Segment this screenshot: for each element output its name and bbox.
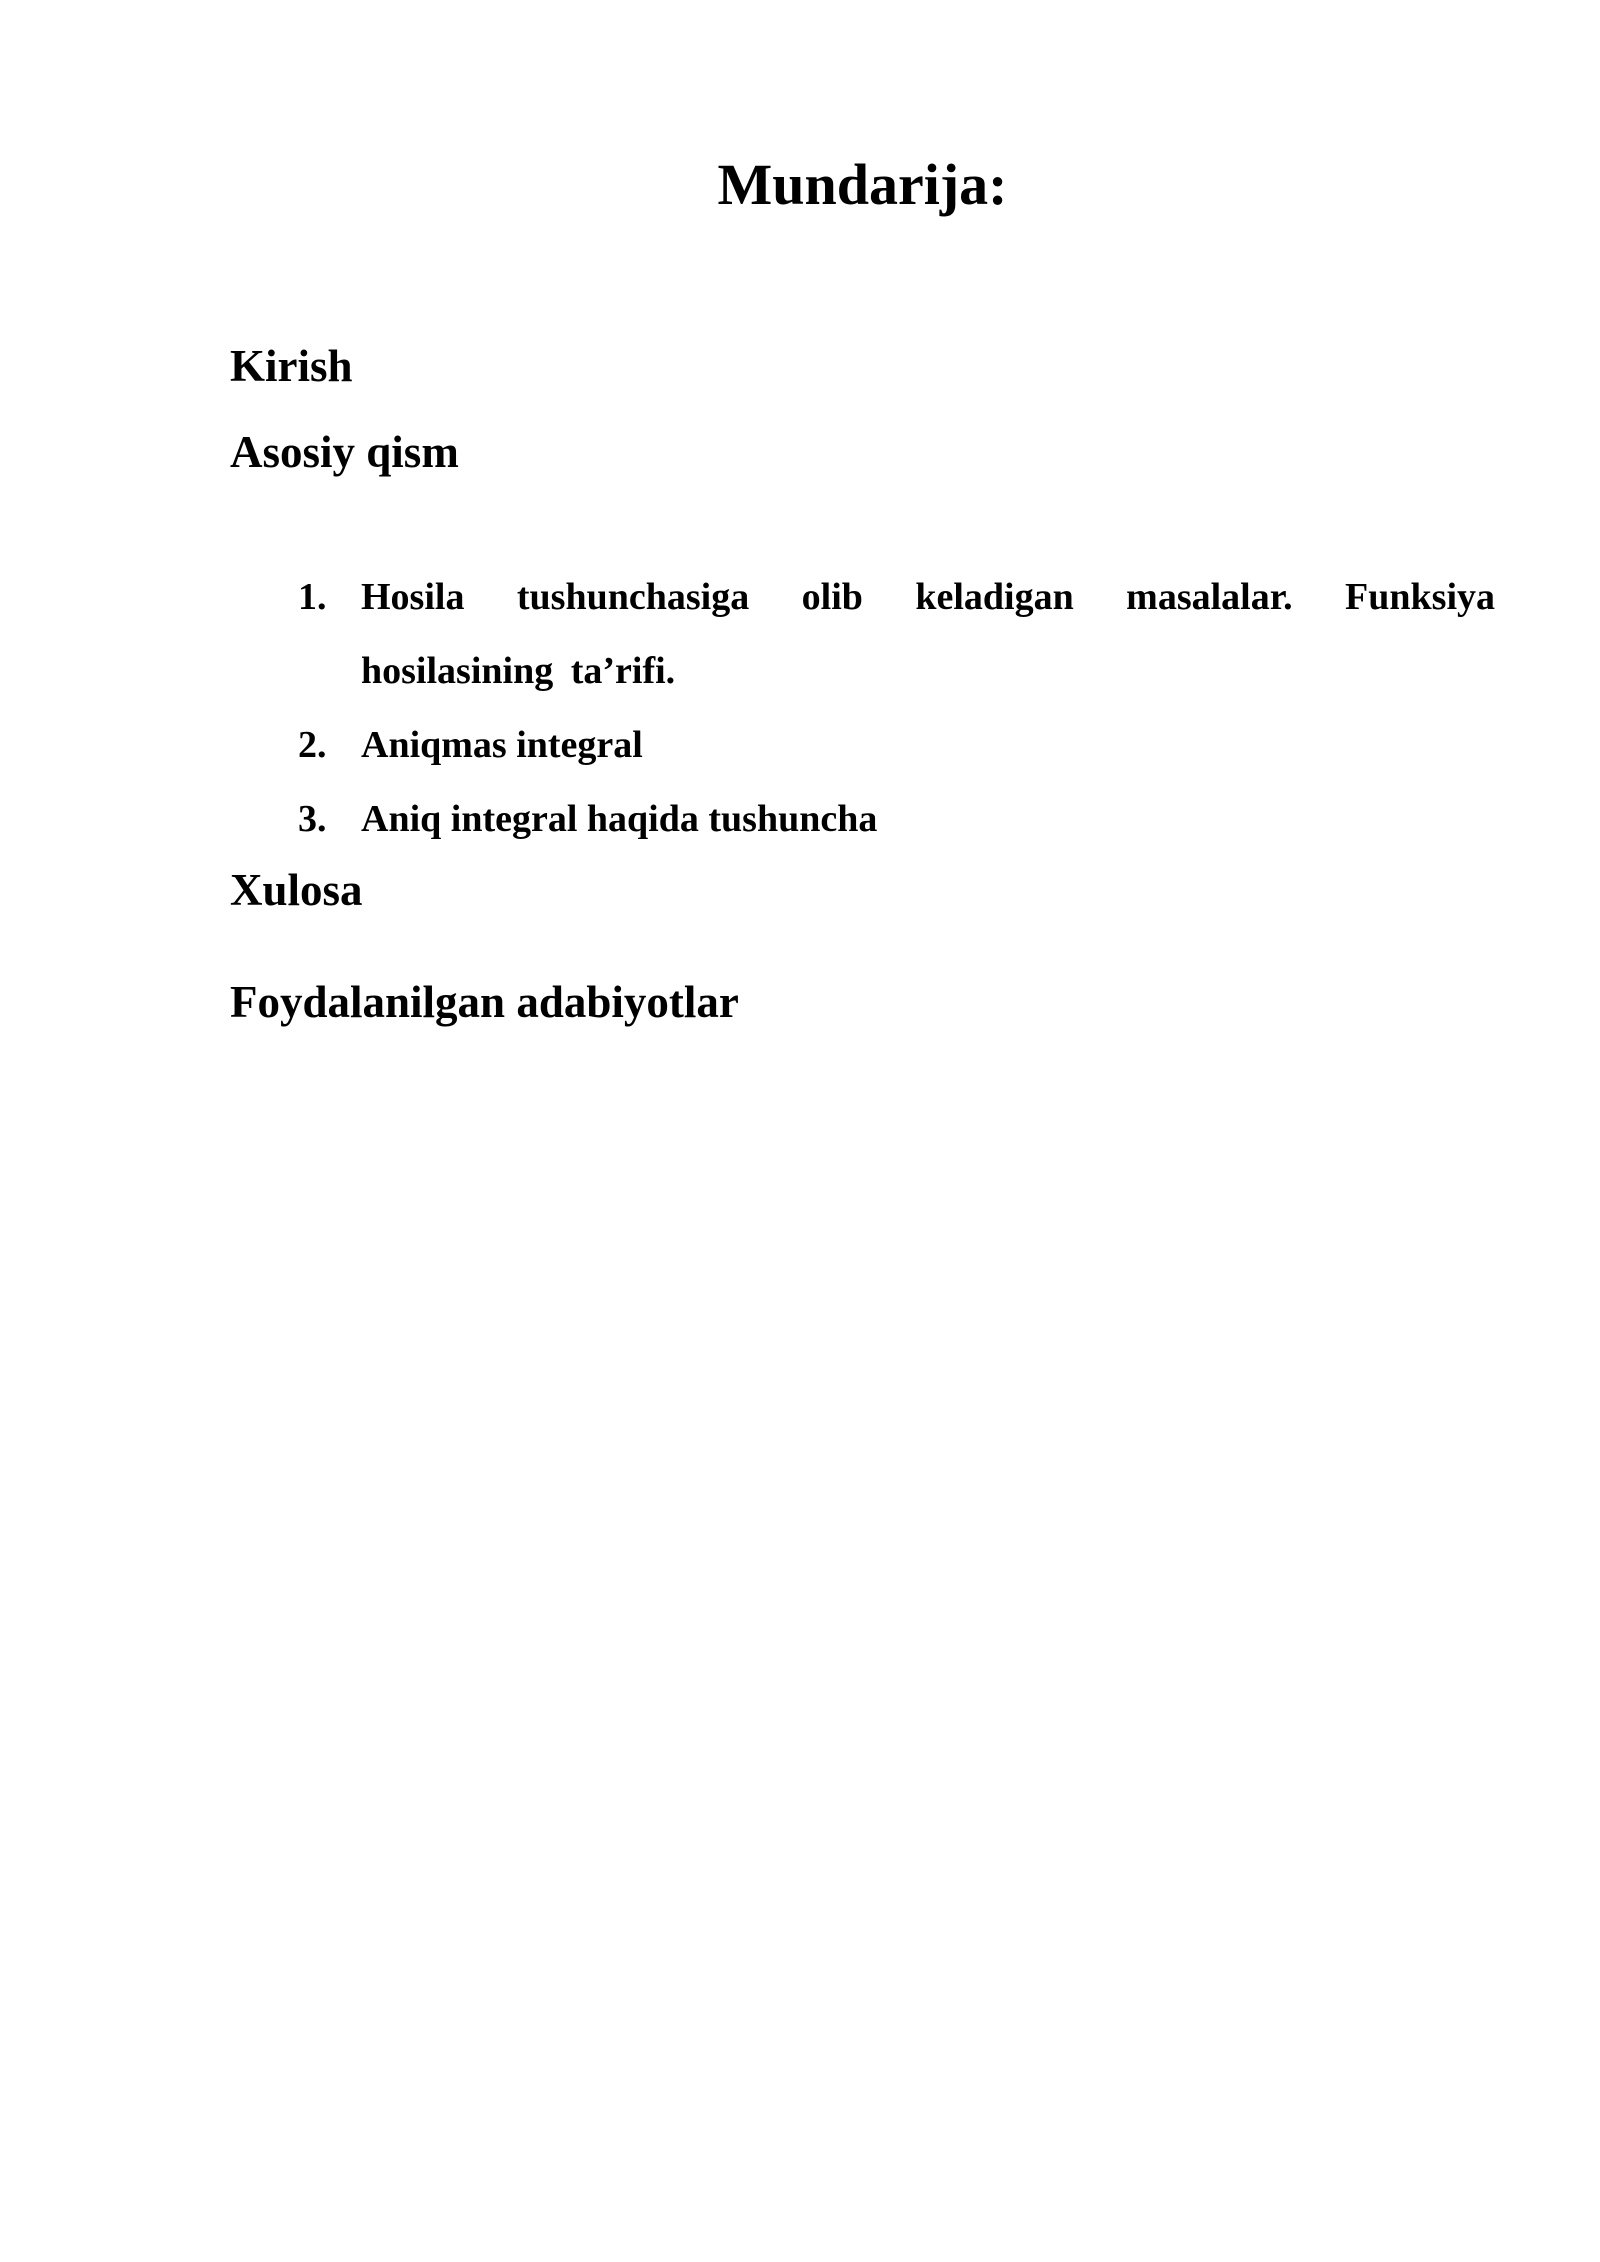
toc-item-text: Hosila tushunchasiga olib keladigan masalalar. Funksiya hosilasining ta’rifi. <box>361 576 1495 692</box>
page-title: Mundarija: <box>717 152 1008 217</box>
toc-section-intro: Kirish <box>230 341 353 391</box>
toc-list-item <box>0 782 1600 856</box>
toc-section-conclusion: Xulosa <box>230 865 363 915</box>
toc-list-item <box>0 708 1600 782</box>
toc-main-list <box>0 560 1600 856</box>
toc-section-references: Foydalanilgan adabiyotlar <box>230 977 739 1027</box>
toc-item-number: 1. <box>298 576 327 618</box>
toc-item-text: Aniq integral haqida tushuncha <box>361 798 878 840</box>
toc-item-number: 3. <box>298 798 327 840</box>
toc-item-text: Aniqmas integral <box>361 724 643 766</box>
toc-list-item <box>0 560 1600 708</box>
toc-section-main: Asosiy qism <box>230 427 459 477</box>
toc-item-number: 2. <box>298 724 327 766</box>
